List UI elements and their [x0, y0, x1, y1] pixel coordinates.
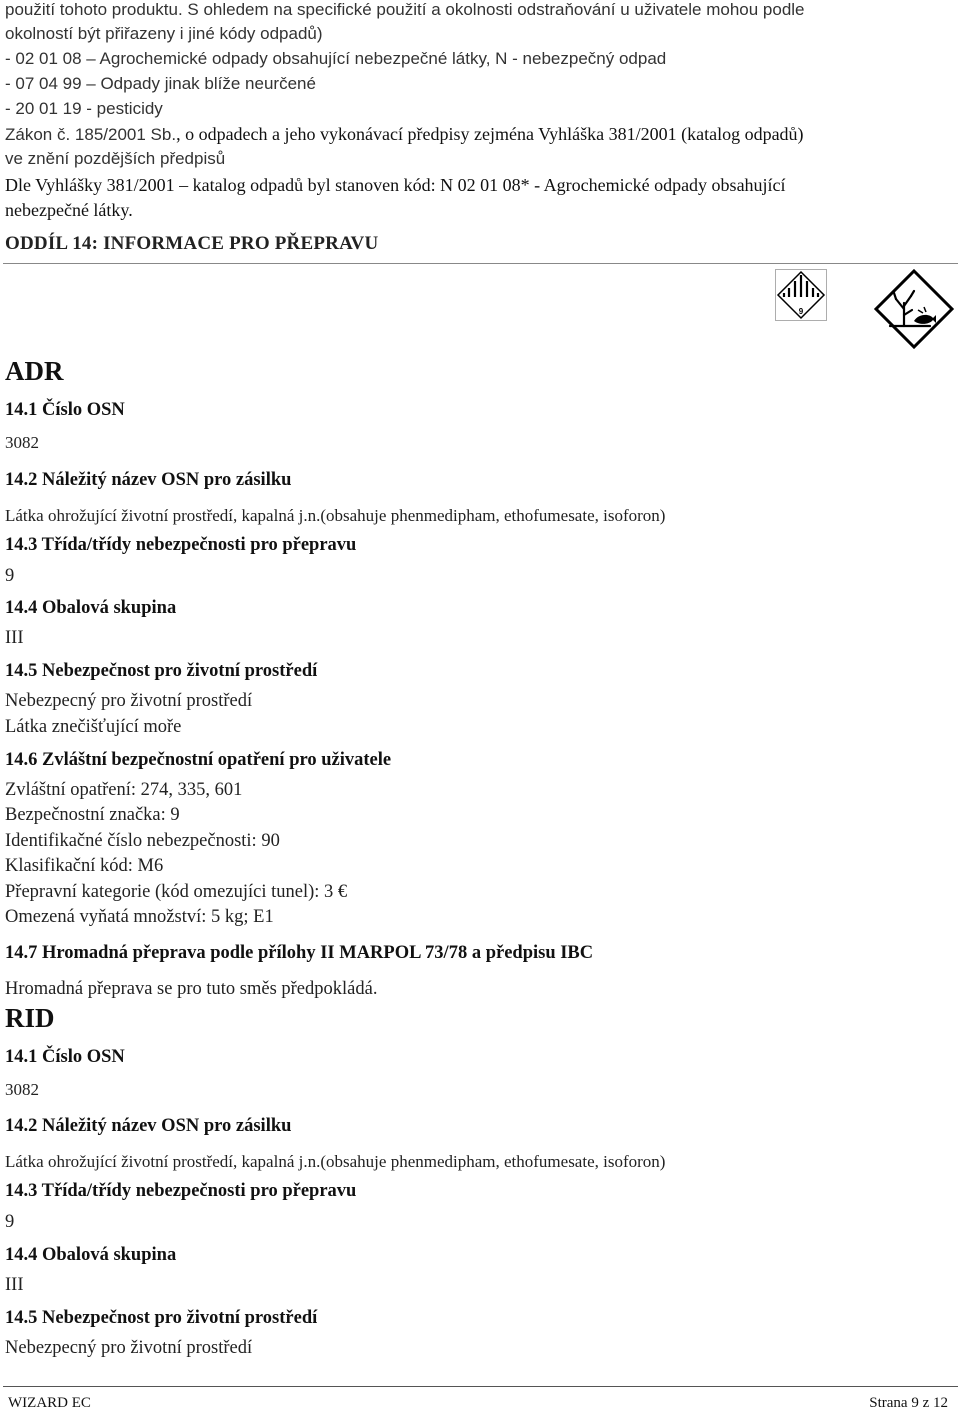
- waste-catalog-line: Dle Vyhlášky 381/2001 – katalog odpadů byl stanoven kód: N 02 01 08* - Agrochemické odpady obsahující: [5, 175, 786, 195]
- waste-code-line: - 20 01 19 - pesticidy: [5, 99, 163, 118]
- rid-packing-group-value: III: [5, 1275, 24, 1295]
- rid-packing-group-heading: 14.4 Obalová skupina: [5, 1245, 177, 1265]
- rid-hazard-class-heading: 14.3 Třída/třídy nebezpečnosti pro přepravu: [5, 1181, 357, 1201]
- waste-catalog-line: nebezpečné látky.: [5, 200, 133, 220]
- law-reference: Zákon č. 185/2001 Sb.: [5, 125, 177, 144]
- adr-packing-group-value: III: [5, 628, 24, 648]
- adr-special-precautions-heading: 14.6 Zvláštní bezpečnostní opatření pro uživatele: [5, 750, 392, 770]
- law-line: [5, 124, 804, 145]
- rid-shipping-name-value: Látka ohrožující životní prostředí, kapalná j.n.(obsahuje phenmedipham, ethofumesate, isoforon): [5, 1152, 666, 1171]
- intro-line: použití tohoto produktu. S ohledem na specifické použití a okolnosti odstraňování u uživatele mohou podle: [5, 0, 805, 19]
- rid-un-number-heading: 14.1 Číslo OSN: [5, 1047, 125, 1067]
- intro-line: okolností být přiřazeny i jiné kódy odpadů): [5, 24, 323, 43]
- rid-hazard-class-value: 9: [5, 1212, 15, 1232]
- adr-title: ADR: [5, 356, 64, 386]
- adr-safety-sign: Bezpečnostní značka: 9: [5, 805, 180, 825]
- adr-hazard-id-number: Identifikačné číslo nebezpečnosti: 90: [5, 831, 280, 851]
- adr-packing-group-heading: 14.4 Obalová skupina: [5, 598, 177, 618]
- waste-code-line: - 02 01 08 – Agrochemické odpady obsahující nebezpečné látky, N - nebezpečný odpad: [5, 49, 667, 68]
- class-9-hazard-label-icon: [775, 269, 827, 321]
- adr-special-provisions: Zvláštní opatření: 274, 335, 601: [5, 780, 243, 800]
- footer-product-name: WIZARD EC: [8, 1395, 91, 1411]
- environment-hazard-icon: [874, 269, 954, 349]
- rid-shipping-name-heading: 14.2 Náležitý název OSN pro zásilku: [5, 1116, 292, 1136]
- adr-un-number-value: 3082: [5, 433, 39, 452]
- adr-marine-pollutant-value: Látka znečišťující moře: [5, 717, 182, 737]
- adr-hazard-class-heading: 14.3 Třída/třídy nebezpečnosti pro přepravu: [5, 535, 357, 555]
- waste-code-line: - 07 04 99 – Odpady jinak blíže neurčené: [5, 74, 316, 93]
- adr-bulk-transport-value: Hromadná přeprava se pro tuto směs předpokládá.: [5, 979, 378, 999]
- intro-line: ve znění pozdějších předpisů: [5, 149, 226, 168]
- adr-hazard-class-value: 9: [5, 566, 15, 586]
- rid-environment-value: Nebezpecný pro životní prostředí: [5, 1338, 253, 1358]
- adr-transport-category: Přepravní kategorie (kód omezujíci tunel): 3 €: [5, 882, 348, 902]
- law-description: , o odpadech a jeho vykonávací předpisy zejména Vyhláška 381/2001 (katalog odpadů): [176, 124, 804, 144]
- adr-classification-code: Klasifikační kód: M6: [5, 856, 164, 876]
- rid-environment-heading: 14.5 Nebezpečnost pro životní prostředí: [5, 1308, 318, 1328]
- adr-un-number-heading: 14.1 Číslo OSN: [5, 400, 125, 420]
- footer-page-number: Strana 9 z 12: [869, 1395, 948, 1411]
- adr-shipping-name-heading: 14.2 Náležitý název OSN pro zásilku: [5, 470, 292, 490]
- adr-shipping-name-value: Látka ohrožující životní prostředí, kapalná j.n.(obsahuje phenmedipham, ethofumesate, isoforon): [5, 506, 666, 525]
- footer-divider: [3, 1386, 958, 1387]
- adr-environment-heading: 14.5 Nebezpečnost pro životní prostředí: [5, 661, 318, 681]
- adr-bulk-transport-heading: 14.7 Hromadná přeprava podle přílohy II MARPOL 73/78 a předpisu IBC: [5, 943, 594, 963]
- adr-environment-value: Nebezpecný pro životní prostředí: [5, 691, 253, 711]
- rid-title: RID: [5, 1003, 55, 1033]
- section-divider: [3, 263, 958, 264]
- section-heading: ODDÍL 14: INFORMACE PRO PŘEPRAVU: [5, 233, 379, 254]
- svg-text:9: 9: [798, 307, 804, 316]
- adr-limited-quantity: Omezená vyňatá množství: 5 kg; E1: [5, 907, 274, 927]
- rid-un-number-value: 3082: [5, 1080, 39, 1099]
